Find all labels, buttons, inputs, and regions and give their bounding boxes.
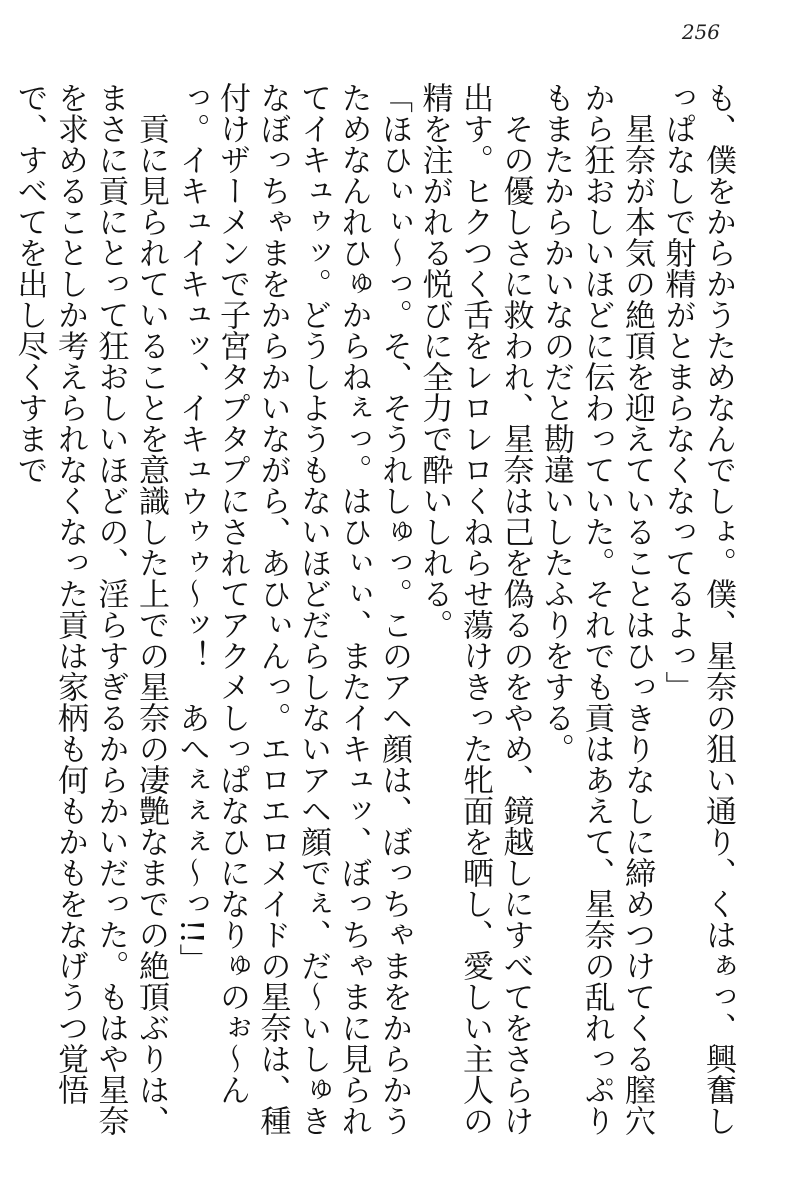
paragraph: 貢に見られていることを意識した上での星奈の凄艶なまでの絶頂ぶりは、まさに貢にとって狂おしいほどの、淫らすぎるからかいだった。もはや星奈を求めることしか考えられなくなった貢は家柄も何もかもをなげうつ覚悟で、すべてを出し尽くすまで xyxy=(11,82,169,1136)
page-number: 256 xyxy=(681,20,720,44)
vertical-text-body xyxy=(11,82,738,1162)
paragraph: も、僕をからかうためなんでしょ。僕、星奈の狙い通り、くはぁっ、興奮しっぱなしで射精がとまらなくなってるよっ」 xyxy=(659,82,736,1136)
paragraph: 「ほひぃぃ〜っ。そ、そうれしゅっ。このアヘ顔は、ぼっちゃまをからかうためなんれひゅからねぇっ。はひぃぃ、またイキュッ、ぼっちゃまに見られてイキュゥッ。どうしようもないほどだらしないアヘ顔でぇ、だ〜いしゅきなぼっちゃまをからかいながら、あひぃんっ。エロエロメイドの星奈は、種付けザーメンで子宮タプタプにされてアクメしっぱなひになりゅのぉ〜んっ。イキュイキュッ、イキュウゥゥ〜ッ！ あへぇぇぇ〜っ!!」 xyxy=(173,82,412,1136)
paragraph: その優しさに救われ、星奈は己を偽るのをやめ、鏡越しにすべてをさらけ出す。ヒクつく舌をレロレロくねらせ蕩けきった牝面を晒し、愛しい主人の精を注がれる悦びに全力で酔いしれる。 xyxy=(416,82,534,1136)
paragraph: 星奈が本気の絶頂を迎えていることはひっきりなしに締めつけてくる膣穴から狂おしいほどに伝わっていた。それでも貢はあえて、星奈の乱れっぷりもまたからかいなのだと勘違いしたふりをする。 xyxy=(538,82,655,1136)
